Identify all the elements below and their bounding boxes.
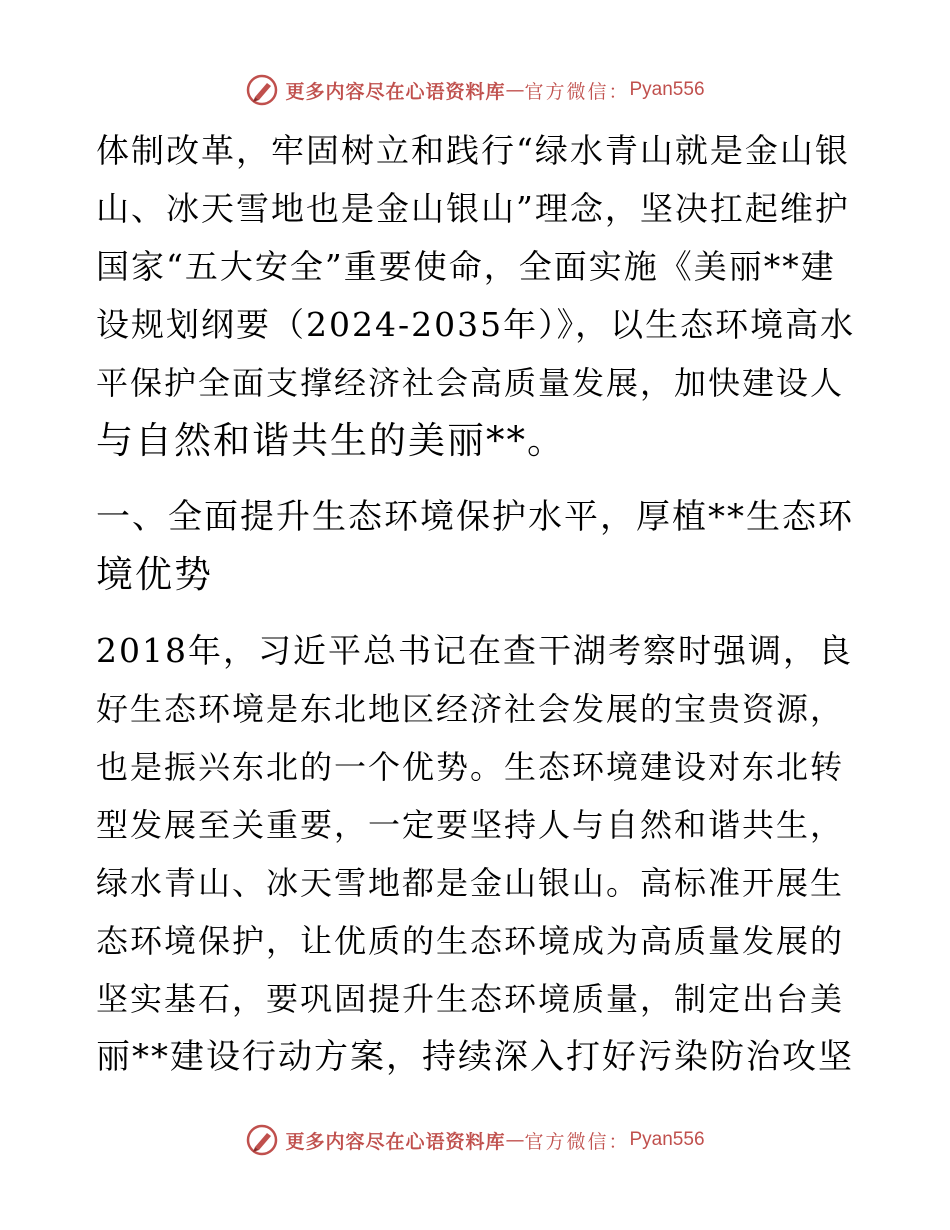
text-line: 丽**建设行动方案，持续深入打好污染防治攻坚 xyxy=(96,1037,854,1077)
text-line: 态环境保护，让优质的生态环境成为高质量发展的 xyxy=(96,922,845,960)
text-line: 平保护全面支撑经济社会高质量发展，加快建设人 xyxy=(96,364,845,402)
watermark-wechat-label: 官方微信： xyxy=(524,1130,630,1153)
heading-line: 一、全面提升生态环境保护水平，厚植**生态环 xyxy=(96,497,854,537)
paragraph-section-1-body xyxy=(96,622,856,1086)
text-line: 与自然和谐共生的美丽**。 xyxy=(96,419,566,462)
text-line: 国家“五大安全”重要使命，全面实施《美丽**建 xyxy=(96,247,836,286)
text-line: 也是振兴东北的一个优势。生态环境建设对东北转 xyxy=(96,748,845,786)
text-line: 好生态环境是东北地区经济社会发展的宝贵资源， xyxy=(96,690,845,728)
watermark-banner-bottom xyxy=(0,1120,950,1160)
watermark-separator: — xyxy=(505,1129,525,1151)
watermark-wechat-id: Pyan556 xyxy=(629,1129,705,1150)
paragraph-intro-continued xyxy=(96,122,856,470)
section-heading-1 xyxy=(96,488,856,604)
text-line: 坚实基石，要巩固提升生态环境质量，制定出台美 xyxy=(96,980,845,1018)
text-line: 2018年，习近平总书记在查干湖考察时强调，良 xyxy=(96,631,853,670)
watermark-main-text: 更多内容尽在心语资料库 xyxy=(285,1130,506,1153)
watermark-main-text: 更多内容尽在心语资料库 xyxy=(285,80,506,103)
document-body xyxy=(96,122,856,1086)
text-line: 山、冰天雪地也是金山银山”理念，坚决扛起维护 xyxy=(96,189,850,228)
pen-logo-icon xyxy=(245,73,279,107)
watermark-banner-top xyxy=(0,70,950,110)
heading-line: 境优势 xyxy=(96,553,213,596)
text-line: 型发展至关重要，一定要坚持人与自然和谐共生， xyxy=(96,806,845,844)
watermark-separator: — xyxy=(505,79,525,101)
watermark-wechat-label: 官方微信： xyxy=(524,80,630,103)
text-line: 绿水青山、冰天雪地都是金山银山。高标准开展生 xyxy=(96,864,845,902)
text-line: 体制改革，牢固树立和践行“绿水青山就是金山银 xyxy=(96,131,850,170)
pen-logo-icon xyxy=(245,1123,279,1157)
text-line: 设规划纲要（2024-2035年）》，以生态环境高水 xyxy=(96,305,856,344)
watermark-wechat-id: Pyan556 xyxy=(629,79,705,100)
